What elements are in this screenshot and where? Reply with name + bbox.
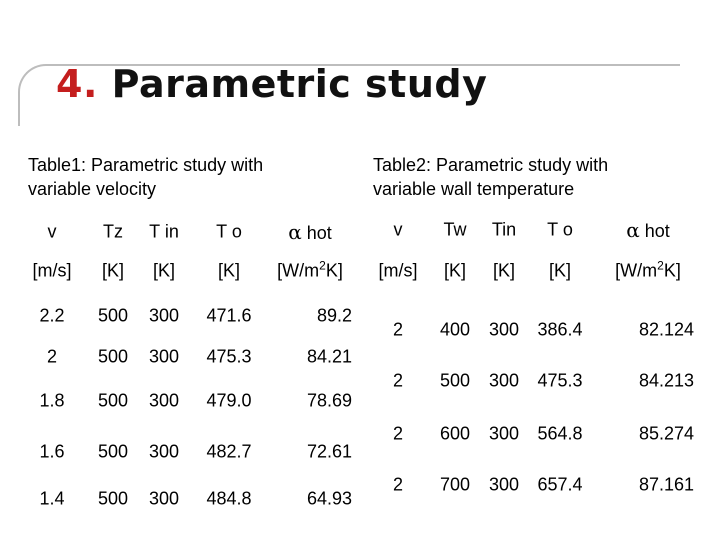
table1-cell: 500 — [97, 441, 129, 462]
table2-caption — [373, 153, 703, 201]
table2-cell: 2 — [392, 423, 404, 444]
table2-cell-alpha: 82.124 — [638, 319, 694, 340]
table1-cell: 1.8 — [39, 390, 65, 411]
table2-cell: 300 — [488, 474, 520, 495]
table1-cell: 475.3 — [206, 346, 252, 367]
title-number: 4. — [56, 62, 98, 106]
alpha-symbol: α — [288, 220, 302, 244]
table1-header-3: T o — [216, 221, 242, 242]
table2-cell: 400 — [439, 319, 471, 340]
table1-caption-line1: Table1: Parametric study with — [28, 155, 264, 175]
table1-header-1: Tz — [103, 221, 123, 242]
table1-unit-alpha — [277, 258, 343, 282]
table2-header-0: v — [393, 219, 403, 240]
table1-cell-alpha: 64.93 — [306, 488, 352, 509]
table2-cell: 300 — [488, 319, 520, 340]
unit-prefix: [W/m — [277, 260, 320, 281]
table2-unit-1: [K] — [443, 260, 467, 281]
slide-title — [56, 62, 487, 106]
table2-cell: 386.4 — [537, 319, 583, 340]
table1-cell: 300 — [148, 346, 180, 367]
table1-cell: 1.4 — [39, 488, 65, 509]
table2-cell: 564.8 — [537, 423, 583, 444]
table2-cell-alpha: 87.161 — [638, 474, 694, 495]
table1-cell: 500 — [97, 390, 129, 411]
table1-header-0: v — [47, 221, 57, 242]
table1-cell: 1.6 — [39, 441, 65, 462]
table2-cell: 657.4 — [537, 474, 583, 495]
table1-cell: 500 — [97, 305, 129, 326]
table1-cell: 471.6 — [206, 305, 252, 326]
table2-unit-alpha — [615, 258, 681, 282]
table1-caption-line2: variable velocity — [28, 179, 157, 199]
table2-unit-3: [K] — [548, 260, 572, 281]
table2-unit-2: [K] — [492, 260, 516, 281]
table2-cell: 2 — [392, 370, 404, 391]
table2-cell: 2 — [392, 319, 404, 340]
table1-cell-alpha: 84.21 — [306, 346, 352, 367]
table2-header-3: T o — [547, 219, 573, 240]
title-text: Parametric study — [111, 62, 488, 106]
table1-header-2: T in — [149, 221, 179, 242]
table1-caption — [28, 153, 348, 201]
header-label: hot — [301, 223, 332, 243]
table1-cell-alpha: 78.69 — [306, 390, 352, 411]
table1-cell: 500 — [97, 488, 129, 509]
table2-caption-line1: Table2: Parametric study with — [373, 155, 609, 175]
table2-header-1: Tw — [443, 219, 467, 240]
unit-prefix: [W/m — [615, 260, 658, 281]
unit-suffix: K] — [325, 260, 343, 281]
table2-cell: 2 — [392, 474, 404, 495]
table1-unit-3: [K] — [217, 260, 241, 281]
table2-caption-line2: variable wall temperature — [373, 179, 575, 199]
table2-header-2: Tin — [491, 219, 517, 240]
table2-cell-alpha: 85.274 — [638, 423, 694, 444]
table2-cell: 500 — [439, 370, 471, 391]
table2-cell: 600 — [439, 423, 471, 444]
alpha-symbol: α — [626, 218, 640, 242]
table2-cell: 300 — [488, 423, 520, 444]
header-label: hot — [639, 221, 670, 241]
table1-cell: 300 — [148, 488, 180, 509]
table1-cell: 2 — [46, 346, 58, 367]
table1-cell-alpha: 89.2 — [316, 305, 352, 326]
table1-unit-1: [K] — [101, 260, 125, 281]
table2-cell: 700 — [439, 474, 471, 495]
table1-cell: 482.7 — [206, 441, 252, 462]
table2-cell-alpha: 84.213 — [638, 370, 694, 391]
table2-unit-0: [m/s] — [378, 260, 418, 281]
table1-cell: 484.8 — [206, 488, 252, 509]
table2-cell: 475.3 — [537, 370, 583, 391]
table1-header-alpha-hot — [288, 220, 332, 244]
table1-cell-alpha: 72.61 — [306, 441, 352, 462]
table1-cell: 300 — [148, 305, 180, 326]
table1-cell: 500 — [97, 346, 129, 367]
table1-unit-2: [K] — [152, 260, 176, 281]
table1-cell: 479.0 — [206, 390, 252, 411]
table1-cell: 300 — [148, 441, 180, 462]
unit-exponent: 2 — [319, 258, 326, 273]
table1-unit-0: [m/s] — [32, 260, 72, 281]
unit-exponent: 2 — [657, 258, 664, 273]
table2-cell: 300 — [488, 370, 520, 391]
table2-header-alpha-hot — [626, 218, 670, 242]
unit-suffix: K] — [663, 260, 681, 281]
table1-cell: 2.2 — [39, 305, 65, 326]
table1-cell: 300 — [148, 390, 180, 411]
